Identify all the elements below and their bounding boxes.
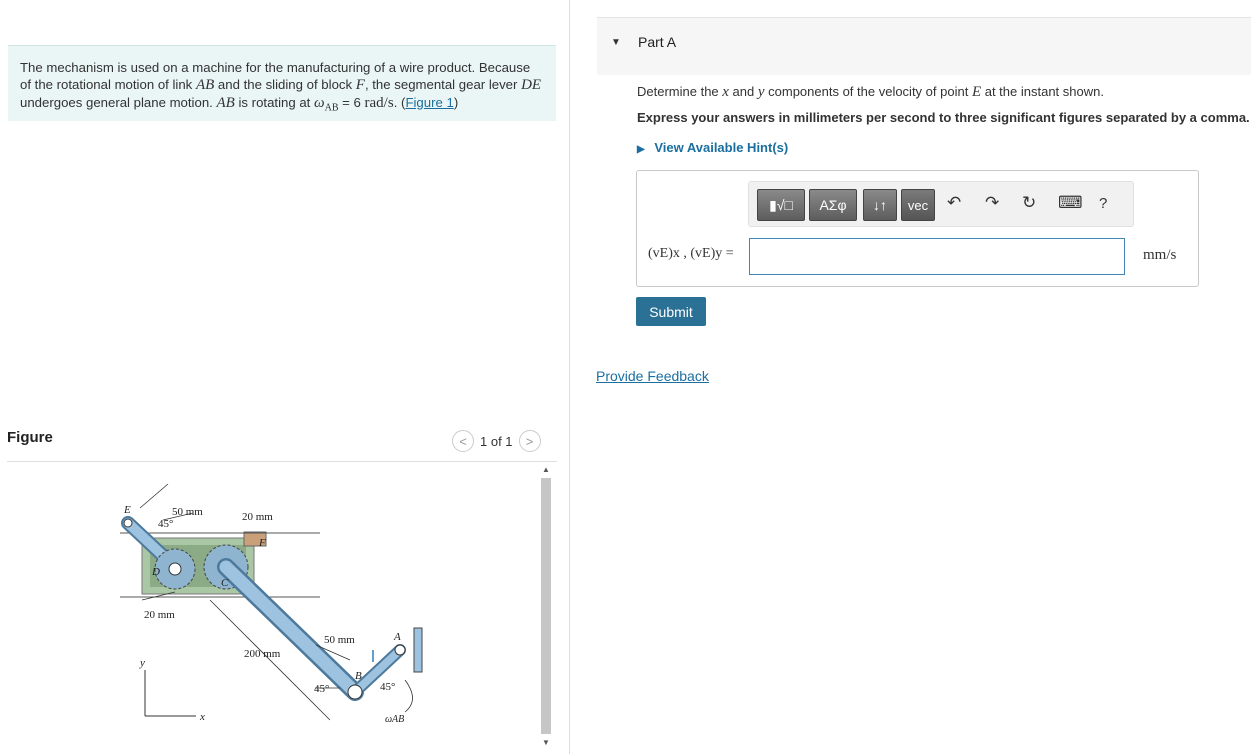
angle-45-left: 45° bbox=[314, 683, 330, 695]
mechanism-figure bbox=[100, 470, 430, 740]
greek-symbols-button[interactable]: ΑΣφ bbox=[809, 189, 857, 221]
dim-20mm-left: 20 mm bbox=[144, 609, 175, 621]
figure-heading: Figure bbox=[7, 429, 53, 446]
figure-link[interactable]: Figure 1 bbox=[405, 95, 454, 110]
omega-label: ωAB bbox=[385, 714, 405, 725]
answer-units: mm/s bbox=[1143, 247, 1177, 263]
scroll-up-icon[interactable]: ▲ bbox=[542, 465, 550, 474]
pin-b bbox=[348, 685, 362, 699]
answer-instruction: Express your answers in millimeters per second to three significant figures separated by a comma. bbox=[637, 110, 1250, 125]
scroll-down-icon[interactable]: ▼ bbox=[542, 738, 550, 747]
dim-20mm-top: 20 mm bbox=[242, 511, 273, 523]
pager-count: 1 of 1 bbox=[480, 433, 513, 449]
redo-icon[interactable]: ↷ bbox=[985, 193, 1000, 212]
support-a bbox=[414, 628, 422, 672]
help-icon[interactable]: ? bbox=[1099, 195, 1108, 212]
undo-icon[interactable]: ↶ bbox=[947, 193, 962, 212]
figure-rule bbox=[7, 461, 557, 462]
dim-50mm-bottom: 50 mm bbox=[324, 634, 355, 646]
label-c: C bbox=[221, 577, 229, 589]
label-d: D bbox=[152, 566, 160, 578]
pane-divider bbox=[569, 0, 570, 754]
label-e: E bbox=[124, 504, 131, 516]
answer-label: (vE)x , (vE)y = bbox=[648, 246, 734, 261]
prev-figure-button[interactable]: < bbox=[452, 430, 474, 452]
figure-scrollbar[interactable] bbox=[539, 462, 553, 750]
submit-button[interactable]: Submit bbox=[636, 297, 706, 326]
reset-icon[interactable]: ↻ bbox=[1022, 193, 1037, 212]
dim-50mm-top: 50 mm bbox=[172, 506, 203, 518]
templates-button[interactable]: ▮√□ bbox=[757, 189, 805, 221]
angle-45-right: 45° bbox=[380, 681, 396, 693]
collapse-caret-icon[interactable]: ▼ bbox=[611, 37, 621, 48]
next-figure-button[interactable]: > bbox=[519, 430, 541, 452]
label-a: A bbox=[394, 631, 401, 643]
pin-a bbox=[395, 645, 405, 655]
label-b: B bbox=[355, 670, 362, 682]
problem-statement: The mechanism is used on a machine for the manufacturing of a wire product. Because of the rotational motion of link AB and the sliding of block F, the segmental gear lever DE undergoes general plane motion. AB is rotating at $\omega_{AB} = 6$ rad/s. (Figure 1) bbox=[8, 45, 556, 121]
math-toolbar bbox=[748, 181, 1134, 227]
dim-200mm: 200 mm bbox=[244, 648, 281, 660]
keyboard-icon[interactable]: ⌨ bbox=[1058, 193, 1083, 212]
axis-y-label: y bbox=[140, 657, 145, 669]
label-f: F bbox=[259, 537, 266, 549]
angle-45-top: 45° bbox=[158, 518, 174, 530]
part-a-header[interactable] bbox=[597, 17, 1251, 75]
scroll-thumb[interactable] bbox=[541, 478, 551, 734]
pin-e bbox=[124, 519, 132, 527]
question-text: Determine the x and y components of the velocity of point E at the instant shown. bbox=[637, 84, 1104, 100]
view-hints-link[interactable]: ▶ View Available Hint(s) bbox=[637, 140, 789, 155]
hint-caret-icon: ▶ bbox=[637, 144, 645, 155]
arrows-button[interactable]: ↓↑ bbox=[863, 189, 897, 221]
figure-pager bbox=[452, 430, 541, 452]
part-a-title: Part A bbox=[638, 34, 677, 50]
provide-feedback-link[interactable]: Provide Feedback bbox=[596, 368, 709, 384]
answer-input[interactable] bbox=[749, 238, 1125, 275]
axis-x-label: x bbox=[200, 711, 205, 723]
vector-button[interactable]: vec bbox=[901, 189, 935, 221]
